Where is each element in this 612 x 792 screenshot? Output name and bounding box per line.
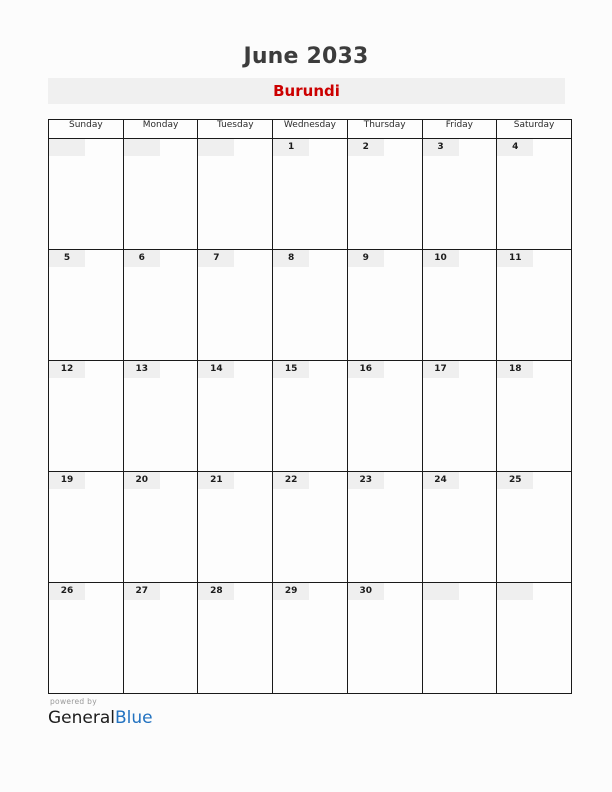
- day-cell[interactable]: [198, 250, 273, 361]
- day-cell[interactable]: [497, 250, 572, 361]
- day-number: 14: [198, 361, 234, 378]
- day-cell[interactable]: [123, 583, 198, 694]
- day-cell[interactable]: [123, 472, 198, 583]
- day-cell[interactable]: [497, 361, 572, 472]
- day-cell[interactable]: [347, 361, 422, 472]
- day-number: 26: [49, 583, 85, 600]
- day-number: 7: [198, 250, 234, 267]
- day-number: 9: [348, 250, 384, 267]
- day-number: 5: [49, 250, 85, 267]
- day-cell[interactable]: [198, 472, 273, 583]
- day-number: 28: [198, 583, 234, 600]
- day-number: 16: [348, 361, 384, 378]
- week-row: [49, 472, 572, 583]
- day-number: [198, 139, 234, 156]
- day-cell[interactable]: [123, 139, 198, 250]
- day-number: 25: [497, 472, 533, 489]
- day-cell[interactable]: [123, 361, 198, 472]
- day-cell[interactable]: [49, 472, 124, 583]
- day-number: 29: [273, 583, 309, 600]
- day-number: 23: [348, 472, 384, 489]
- day-cell[interactable]: [422, 361, 497, 472]
- day-cell[interactable]: [347, 472, 422, 583]
- day-number: 2: [348, 139, 384, 156]
- day-number: 6: [124, 250, 160, 267]
- week-row: [49, 361, 572, 472]
- footer: [48, 697, 348, 728]
- day-number: 12: [49, 361, 85, 378]
- day-number: 11: [497, 250, 533, 267]
- logo-text-general: General: [48, 708, 115, 728]
- day-number: 30: [348, 583, 384, 600]
- weekday-header-sunday: Sunday: [49, 120, 124, 139]
- day-number: 21: [198, 472, 234, 489]
- weekday-header-saturday: Saturday: [497, 120, 572, 139]
- day-number: 3: [423, 139, 459, 156]
- day-number: 22: [273, 472, 309, 489]
- week-row: [49, 139, 572, 250]
- day-cell[interactable]: [422, 583, 497, 694]
- day-cell[interactable]: [198, 583, 273, 694]
- day-number: [423, 583, 459, 600]
- day-number: 1: [273, 139, 309, 156]
- day-number: 13: [124, 361, 160, 378]
- day-number: 27: [124, 583, 160, 600]
- day-number: 18: [497, 361, 533, 378]
- weekday-header-wednesday: Wednesday: [273, 120, 348, 139]
- day-cell[interactable]: [49, 361, 124, 472]
- day-cell[interactable]: [198, 139, 273, 250]
- generalblue-logo[interactable]: [48, 708, 348, 728]
- day-cell[interactable]: [123, 250, 198, 361]
- day-number: 10: [423, 250, 459, 267]
- day-cell[interactable]: [273, 250, 348, 361]
- day-cell[interactable]: [273, 472, 348, 583]
- day-cell[interactable]: [198, 361, 273, 472]
- day-cell[interactable]: [422, 472, 497, 583]
- weekday-header-tuesday: Tuesday: [198, 120, 273, 139]
- day-number: 8: [273, 250, 309, 267]
- day-cell[interactable]: [273, 139, 348, 250]
- day-cell[interactable]: [49, 583, 124, 694]
- country-band: [48, 78, 565, 104]
- day-cell[interactable]: [422, 250, 497, 361]
- country-label: Burundi: [273, 82, 340, 100]
- day-cell[interactable]: [347, 139, 422, 250]
- day-number: 24: [423, 472, 459, 489]
- day-number: 17: [423, 361, 459, 378]
- day-cell[interactable]: [273, 583, 348, 694]
- powered-by-label: powered by: [50, 697, 97, 706]
- day-number: [497, 583, 533, 600]
- day-cell[interactable]: [497, 583, 572, 694]
- day-number: 19: [49, 472, 85, 489]
- day-cell[interactable]: [273, 361, 348, 472]
- weekday-header-friday: Friday: [422, 120, 497, 139]
- day-number: 4: [497, 139, 533, 156]
- day-cell[interactable]: [49, 250, 124, 361]
- week-row: [49, 583, 572, 694]
- week-row: [49, 250, 572, 361]
- day-cell[interactable]: [347, 250, 422, 361]
- day-cell[interactable]: [497, 139, 572, 250]
- day-number: 20: [124, 472, 160, 489]
- day-cell[interactable]: [422, 139, 497, 250]
- day-cell[interactable]: [497, 472, 572, 583]
- weekday-header-monday: Monday: [123, 120, 198, 139]
- page-title: June 2033: [243, 44, 369, 69]
- calendar-grid: [48, 119, 572, 694]
- weekday-header-row: [49, 120, 572, 139]
- day-number: [124, 139, 160, 156]
- weekday-header-thursday: Thursday: [347, 120, 422, 139]
- day-number: [49, 139, 85, 156]
- logo-text-blue: Blue: [115, 708, 153, 728]
- day-cell[interactable]: [347, 583, 422, 694]
- day-number: 15: [273, 361, 309, 378]
- day-cell[interactable]: [49, 139, 124, 250]
